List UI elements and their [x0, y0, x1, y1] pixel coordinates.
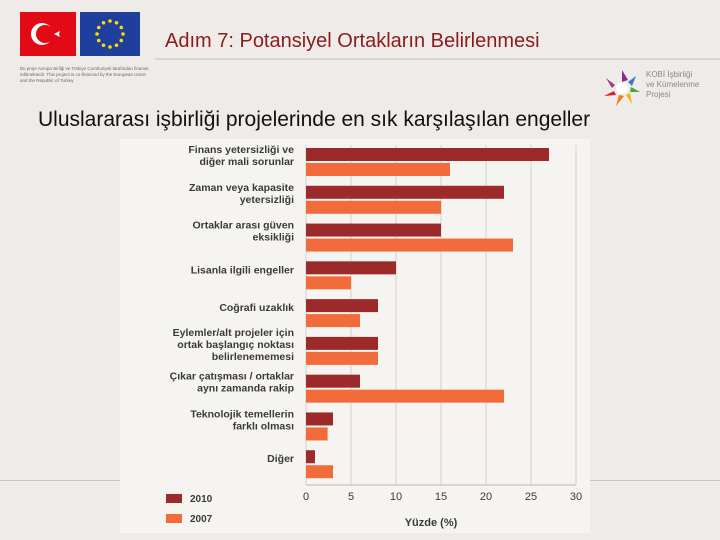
bar-chart [120, 139, 590, 533]
legend-label: 2010 [190, 494, 213, 505]
eu-star [102, 43, 106, 47]
legend-swatch-2010 [166, 494, 182, 503]
eu-flag-icon [80, 12, 140, 56]
x-tick-label: 0 [302, 491, 310, 503]
legend-label: 2007 [190, 514, 213, 525]
chart-panel [120, 139, 590, 533]
bar-2007 [306, 239, 513, 252]
category-label [267, 453, 294, 465]
header-divider [155, 58, 720, 60]
category-label [192, 220, 294, 244]
eu-star [121, 32, 125, 36]
turkey-flag-icon [20, 12, 76, 56]
x-tick-label: 30 [569, 491, 583, 503]
bar-2007 [306, 314, 360, 327]
funding-disclaimer: Bu proje Avrupa Birliği ve Türkiye Cumhuriyeti tarafından finanse edilmektedir. This project is co-financed by the European Union and the Republic of Turkey [20, 66, 149, 83]
category-label [190, 408, 294, 432]
bar-2010 [306, 224, 441, 237]
bar-2007 [306, 352, 378, 365]
category-label-line: yetersizliği [239, 193, 294, 206]
category-label-line: Teknolojik temellerin [190, 408, 294, 421]
eu-star [108, 19, 112, 23]
kobi-logo-text [646, 70, 718, 100]
bar-2010 [306, 337, 378, 350]
kobi-flower-logo-icon [598, 66, 646, 110]
category-label-line: Diğer [267, 453, 294, 466]
eu-star [115, 21, 119, 25]
category-label-line: farklı olması [232, 420, 294, 433]
bar-2007 [306, 390, 504, 403]
bar-2010 [306, 375, 360, 388]
bar-2007 [306, 465, 333, 478]
bar-2010 [306, 148, 549, 161]
category-label-line: Zaman veya kapasite [188, 181, 294, 194]
bar-2010 [306, 261, 396, 274]
x-tick-label: 25 [524, 491, 538, 503]
category-label [219, 302, 294, 314]
eu-star [95, 32, 99, 36]
category-label-line: belirlenememesi [211, 350, 294, 363]
category-label-line: Ortaklar arası güven [192, 219, 294, 232]
category-label [189, 182, 294, 206]
category-label-line: Çıkar çatışması / ortaklar [169, 370, 294, 383]
eu-star [108, 45, 112, 49]
category-label [173, 327, 294, 363]
x-tick-label: 10 [389, 491, 403, 503]
category-label-line: diğer mali sorunlar [199, 156, 294, 168]
logo-line: KOBİ İşbirliği [646, 70, 693, 79]
x-tick-label: 20 [479, 491, 493, 503]
logo-line: ve Kümelenme [646, 80, 700, 89]
x-axis-label: Yüzde (%) [404, 517, 458, 529]
category-label-line: ortak başlangıç noktası [177, 338, 294, 351]
slide-subtitle: Uluslararası işbirliği projelerinde en sık karşılaşılan engeller [38, 108, 591, 131]
bar-2007 [306, 163, 450, 176]
category-label [170, 371, 294, 395]
x-tick-label: 15 [434, 491, 448, 503]
category-label-line: Eylemler/alt projeler için [172, 326, 294, 339]
eu-star [115, 43, 119, 47]
bar-2007 [306, 276, 351, 289]
eu-star [97, 39, 101, 43]
logo-line: Projesi [646, 90, 671, 99]
bar-2010 [306, 299, 378, 312]
bar-2010 [306, 186, 504, 199]
category-label-line: Coğrafi uzaklık [219, 302, 294, 315]
category-label [188, 144, 294, 168]
legend-swatch-2007 [166, 514, 182, 523]
bar-2007 [306, 427, 328, 440]
category-label-line: eksikliği [252, 231, 294, 244]
eu-star [97, 26, 101, 30]
page-title: Adım 7: Potansiyel Ortakların Belirlenmesi [165, 30, 540, 52]
category-label-line: aynı zamanda rakip [197, 382, 294, 395]
bar-2010 [306, 450, 315, 463]
eu-star [102, 21, 106, 25]
category-label-line: Finans yetersizliği ve [188, 144, 294, 156]
category-label [191, 264, 294, 276]
eu-star [119, 39, 123, 43]
eu-star [119, 26, 123, 30]
x-tick-label: 5 [347, 491, 355, 503]
bar-2007 [306, 201, 441, 214]
bar-2010 [306, 412, 333, 425]
category-label-line: Lisanla ilgili engeller [190, 264, 294, 277]
